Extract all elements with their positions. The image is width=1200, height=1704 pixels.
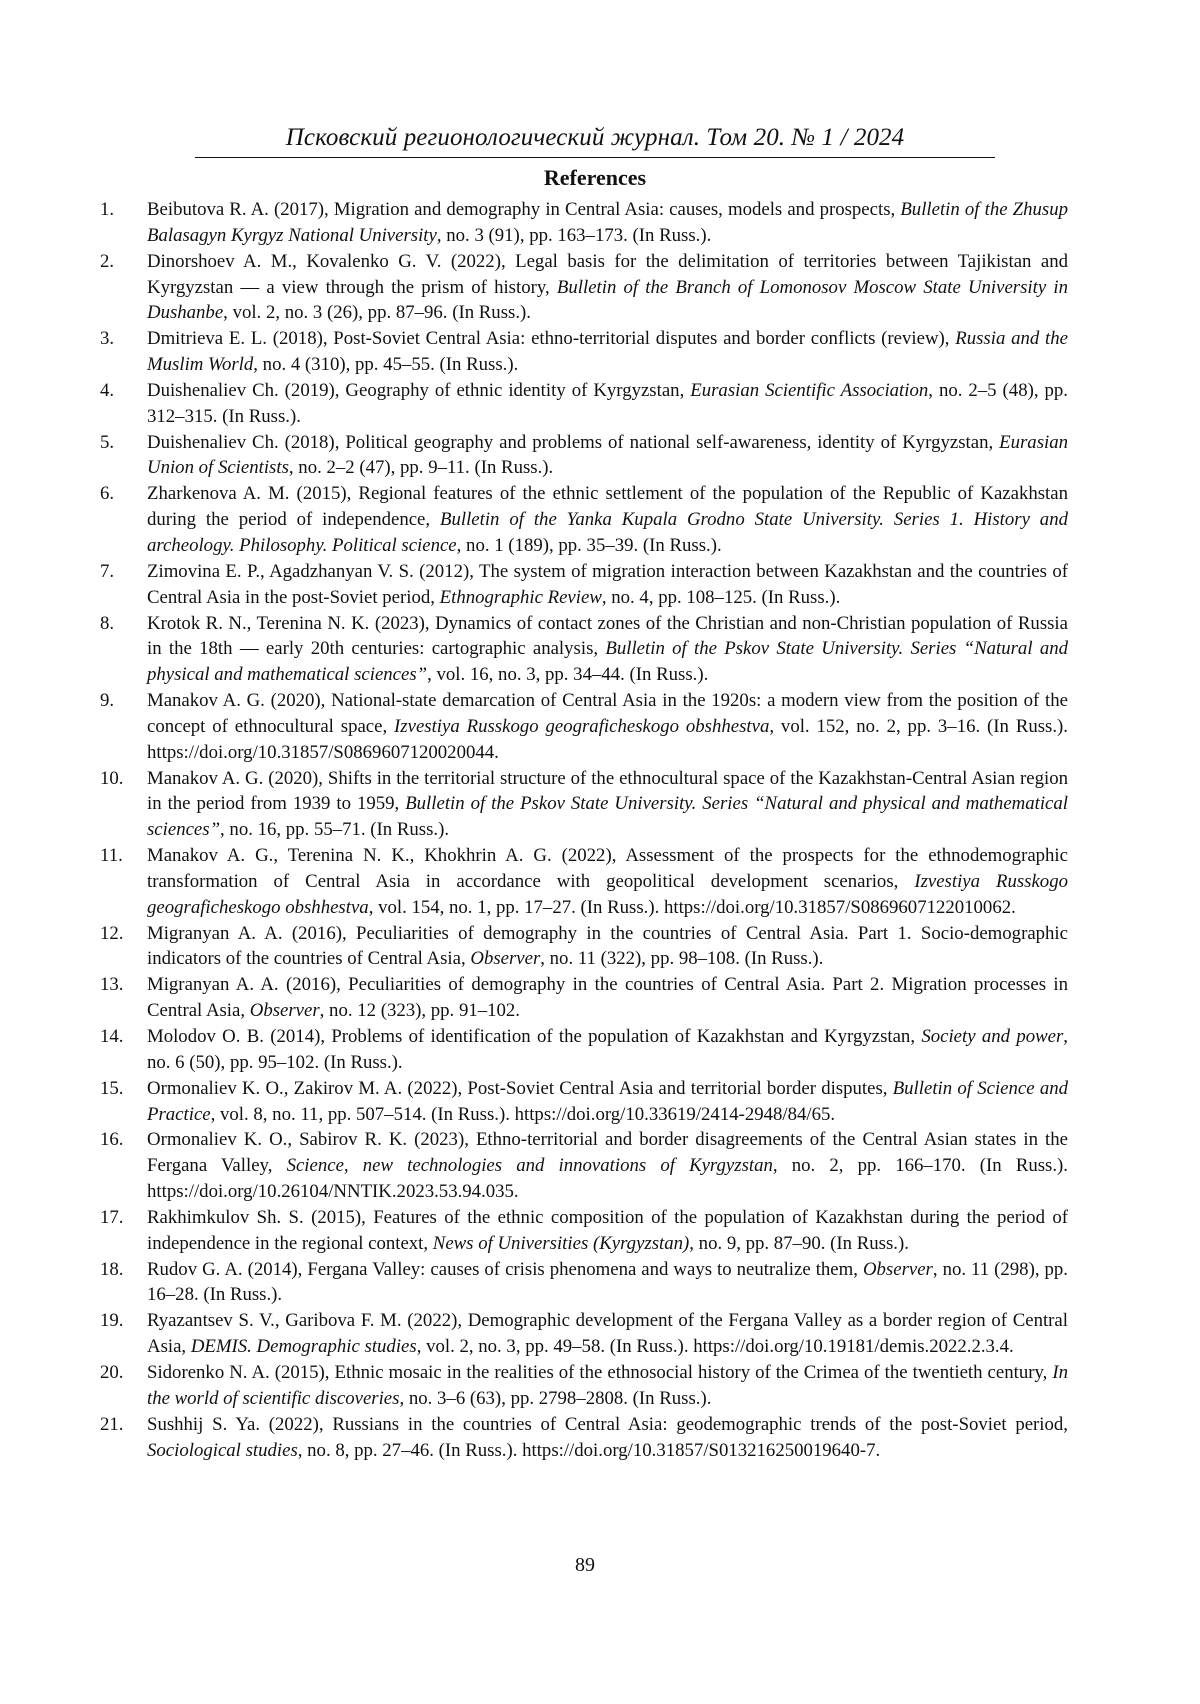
reference-item (100, 1205, 1068, 1257)
reference-text-segment: , no. 1 (189), pp. 35–39. (In Russ.). (457, 535, 722, 556)
reference-text-segment: , no. 4 (310), pp. 45–55. (In Russ.). (253, 354, 518, 375)
reference-text (147, 688, 1068, 766)
reference-text-segment: Manakov A. G. (2020), National-state demarcation of Central Asia in the 1920s: a modern view from the position of the concept of ethnocultural space, (147, 690, 1068, 737)
reference-text-segment: Duishenaliev Ch. (2018), Political geography and problems of national self-awareness, identity of Kyrgyzstan, (147, 432, 999, 453)
reference-source-title: Izvestiya Russkogo geograficheskogo obshhestva (147, 871, 1068, 918)
reference-source-title: Science, new technologies and innovations of Kyrgyzstan (287, 1155, 773, 1176)
reference-text-segment: , no. 3 (91), pp. 163–173. (In Russ.). (437, 225, 711, 246)
reference-source-title: Ethnographic Review (440, 587, 602, 608)
reference-text (147, 430, 1068, 482)
reference-source-title: Observer (863, 1259, 933, 1280)
reference-number: 3. (100, 326, 147, 352)
reference-source-title: Bulletin of the Zhusup Balasagyn Kyrgyz National University (147, 199, 1068, 246)
reference-text (147, 249, 1068, 327)
reference-text (147, 1205, 1068, 1257)
reference-number: 11. (100, 843, 147, 869)
reference-text-segment: Dmitrieva E. L. (2018), Post-Soviet Central Asia: ethno-territorial disputes and border conflicts (review), (147, 328, 955, 349)
reference-item (100, 1412, 1068, 1464)
reference-text-segment: Rakhimkulov Sh. S. (2015), Features of the ethnic composition of the population of Kazakhstan during the period of independence in the regional context, (147, 1207, 1068, 1254)
reference-item (100, 378, 1068, 430)
reference-text-segment: , no. 16, pp. 55–71. (In Russ.). (220, 819, 449, 840)
reference-text (147, 1412, 1068, 1464)
reference-text-segment: Ryazantsev S. V., Garibova F. M. (2022), Demographic development of the Fergana Valley as a border region of Central Asia, (147, 1310, 1068, 1357)
reference-text-segment: , no. 9, pp. 87–90. (In Russ.). (689, 1233, 909, 1254)
reference-number: 4. (100, 378, 147, 404)
reference-text-segment: Zharkenova A. M. (2015), Regional features of the ethnic settlement of the population of the Republic of Kazakhstan during the period of independence, (147, 483, 1068, 530)
reference-number: 15. (100, 1076, 147, 1102)
reference-number: 16. (100, 1127, 147, 1153)
page-number: 89 (0, 1552, 1170, 1578)
reference-item (100, 1308, 1068, 1360)
reference-text (147, 197, 1068, 249)
reference-text-segment: Manakov A. G. (2020), Shifts in the territorial structure of the ethnocultural space of the Kazakhstan-Central Asian region in the period from 1939 to 1959, (147, 768, 1068, 815)
reference-text-segment: , vol. 154, no. 1, pp. 17–27. (In Russ.). https://doi.org/10.31857/S0869607122010062. (369, 897, 1016, 918)
reference-source-title: Society and power (921, 1026, 1063, 1047)
reference-number: 1. (100, 197, 147, 223)
reference-source-title: Bulletin of Science and Practice (147, 1078, 1068, 1125)
reference-item (100, 481, 1068, 559)
reference-number: 14. (100, 1024, 147, 1050)
reference-text-segment: Rudov G. A. (2014), Fergana Valley: causes of crisis phenomena and ways to neutralize them, (147, 1259, 863, 1280)
reference-number: 19. (100, 1308, 147, 1334)
reference-text (147, 1308, 1068, 1360)
reference-text-segment: Sidorenko N. A. (2015), Ethnic mosaic in the realities of the ethnosocial history of the Crimea of the twentieth century, (147, 1362, 1052, 1383)
reference-source-title: In the world of scientific discoveries (147, 1362, 1068, 1409)
reference-item (100, 688, 1068, 766)
reference-item (100, 1360, 1068, 1412)
reference-number: 13. (100, 972, 147, 998)
reference-item (100, 843, 1068, 921)
reference-number: 12. (100, 921, 147, 947)
reference-text-segment: Dinorshoev A. M., Kovalenko G. V. (2022), Legal basis for the delimitation of territories between Tajikistan and Kyrgyzstan — a view through the prism of history, (147, 251, 1068, 298)
reference-text (147, 326, 1068, 378)
reference-text-segment: , no. 2–5 (48), pp. 312–315. (In Russ.). (147, 380, 1068, 427)
reference-text-segment: Molodov O. B. (2014), Problems of identification of the population of Kazakhstan and Kyrgyzstan, (147, 1026, 921, 1047)
reference-text (147, 1257, 1068, 1309)
reference-text-segment: , no. 8, pp. 27–46. (In Russ.). https://doi.org/10.31857/S013216250019640-7. (298, 1440, 880, 1461)
reference-text (147, 843, 1068, 921)
reference-source-title: Izvestiya Russkogo geograficheskogo obshhestva (394, 716, 769, 737)
reference-text-segment: Ormonaliev K. O., Sabirov R. K. (2023), Ethno-territorial and border disagreements of the Central Asian states in the Fergana Valley, (147, 1129, 1068, 1176)
reference-text-segment: Krotok R. N., Terenina N. K. (2023), Dynamics of contact zones of the Christian and non-Christian population of Russia in the 18th — early 20th centuries: cartographic analysis, (147, 613, 1068, 660)
reference-number: 7. (100, 559, 147, 585)
reference-source-title: Bulletin of the Yanka Kupala Grodno State University. Series 1. History and archeology. Philosophy. Political science (147, 509, 1068, 556)
reference-source-title: Bulletin of the Branch of Lomonosov Moscow State University in Dushanbe (147, 277, 1068, 324)
reference-number: 21. (100, 1412, 147, 1438)
reference-text (147, 1076, 1068, 1128)
reference-text-segment: Duishenaliev Ch. (2019), Geography of ethnic identity of Kyrgyzstan, (147, 380, 690, 401)
reference-number: 2. (100, 249, 147, 275)
reference-text (147, 1127, 1068, 1205)
reference-item (100, 326, 1068, 378)
reference-source-title: DEMIS. Demographic studies (191, 1336, 417, 1357)
reference-text (147, 766, 1068, 844)
reference-text-segment: , vol. 8, no. 11, pp. 507–514. (In Russ.). https://doi.org/10.33619/2414-2948/84/65. (211, 1104, 836, 1125)
reference-text-segment: , vol. 152, no. 2, pp. 3–16. (In Russ.). https://doi.org/10.31857/S0869607120020044. (147, 716, 1068, 763)
reference-item (100, 611, 1068, 689)
reference-item (100, 197, 1068, 249)
reference-number: 10. (100, 766, 147, 792)
references-heading: References (195, 164, 995, 192)
reference-text (147, 559, 1068, 611)
reference-number: 9. (100, 688, 147, 714)
reference-source-title: Bulletin of the Pskov State University. Series “Natural and physical and mathematical sciences” (147, 793, 1068, 840)
reference-text (147, 921, 1068, 973)
reference-number: 5. (100, 430, 147, 456)
reference-text (147, 378, 1068, 430)
running-header-title: Псковский регионологический журнал. Том 20. № 1 / 2024 (195, 122, 995, 154)
reference-text-segment: , no. 6 (50), pp. 95–102. (In Russ.). (147, 1026, 1068, 1073)
reference-source-title: Observer (470, 948, 540, 969)
reference-number: 8. (100, 611, 147, 637)
reference-item (100, 559, 1068, 611)
reference-text-segment: , no. 2, pp. 166–170. (In Russ.). https://doi.org/10.26104/NNTIK.2023.53.94.035. (147, 1155, 1068, 1202)
reference-number: 20. (100, 1360, 147, 1386)
reference-text-segment: , no. 2–2 (47), pp. 9–11. (In Russ.). (289, 457, 553, 478)
header-divider (195, 157, 995, 158)
reference-item (100, 1024, 1068, 1076)
references-list (100, 197, 1068, 1463)
reference-source-title: Eurasian Union of Scientists (147, 432, 1068, 479)
reference-text-segment: Beibutova R. A. (2017), Migration and demography in Central Asia: causes, models and prospects, (147, 199, 900, 220)
reference-source-title: Eurasian Scientific Association (690, 380, 928, 401)
reference-text (147, 972, 1068, 1024)
reference-text-segment: , no. 11 (298), pp. 16–28. (In Russ.). (147, 1259, 1068, 1306)
reference-text-segment: , vol. 2, no. 3 (26), pp. 87–96. (In Russ.). (223, 302, 531, 323)
reference-number: 17. (100, 1205, 147, 1231)
reference-text (147, 1360, 1068, 1412)
reference-item (100, 430, 1068, 482)
reference-item (100, 1257, 1068, 1309)
reference-source-title: News of Universities (Kyrgyzstan) (433, 1233, 689, 1254)
reference-text-segment: , no. 11 (322), pp. 98–108. (In Russ.). (540, 948, 823, 969)
reference-text-segment: , vol. 2, no. 3, pp. 49–58. (In Russ.). https://doi.org/10.19181/demis.2022.2.3.4. (417, 1336, 1014, 1357)
reference-item (100, 1076, 1068, 1128)
reference-text (147, 611, 1068, 689)
reference-number: 6. (100, 481, 147, 507)
reference-item (100, 972, 1068, 1024)
reference-text (147, 481, 1068, 559)
reference-source-title: Observer (250, 1000, 320, 1021)
reference-text-segment: Zimovina E. P., Agadzhanyan V. S. (2012), The system of migration interaction between Kazakhstan and the countries of Central Asia in the post-Soviet period, (147, 561, 1068, 608)
reference-text (147, 1024, 1068, 1076)
reference-text-segment: Ormonaliev K. O., Zakirov M. A. (2022), Post-Soviet Central Asia and territorial border disputes, (147, 1078, 893, 1099)
document-page (0, 0, 1200, 1704)
reference-number: 18. (100, 1257, 147, 1283)
reference-item (100, 766, 1068, 844)
reference-text-segment: , no. 4, pp. 108–125. (In Russ.). (602, 587, 840, 608)
reference-text-segment: , no. 12 (323), pp. 91–102. (320, 1000, 520, 1021)
reference-text-segment: Sushhij S. Ya. (2022), Russians in the countries of Central Asia: geodemographic trends of the post-Soviet period, (147, 1414, 1068, 1435)
reference-source-title: Bulletin of the Pskov State University. Series “Natural and physical and mathematical sciences” (147, 638, 1068, 685)
reference-source-title: Sociological studies (147, 1440, 298, 1461)
reference-item (100, 1127, 1068, 1205)
reference-text-segment: Manakov A. G., Terenina N. K., Khokhrin A. G. (2022), Assessment of the prospects for the ethnodemographic transformation of Central Asia in accordance with geopolitical development scenarios, (147, 845, 1068, 892)
reference-source-title: Russia and the Muslim World (147, 328, 1068, 375)
reference-text-segment: , no. 3–6 (63), pp. 2798–2808. (In Russ.). (399, 1388, 711, 1409)
reference-text-segment: , vol. 16, no. 3, pp. 34–44. (In Russ.). (427, 664, 708, 685)
reference-text-segment: Migranyan A. A. (2016), Peculiarities of demography in the countries of Central Asia. Part 2. Migration processes in Central Asia, (147, 974, 1068, 1021)
reference-item (100, 249, 1068, 327)
reference-item (100, 921, 1068, 973)
reference-text-segment: Migranyan A. A. (2016), Peculiarities of demography in the countries of Central Asia. Part 1. Socio-demographic indicators of the countries of Central Asia, (147, 923, 1068, 970)
